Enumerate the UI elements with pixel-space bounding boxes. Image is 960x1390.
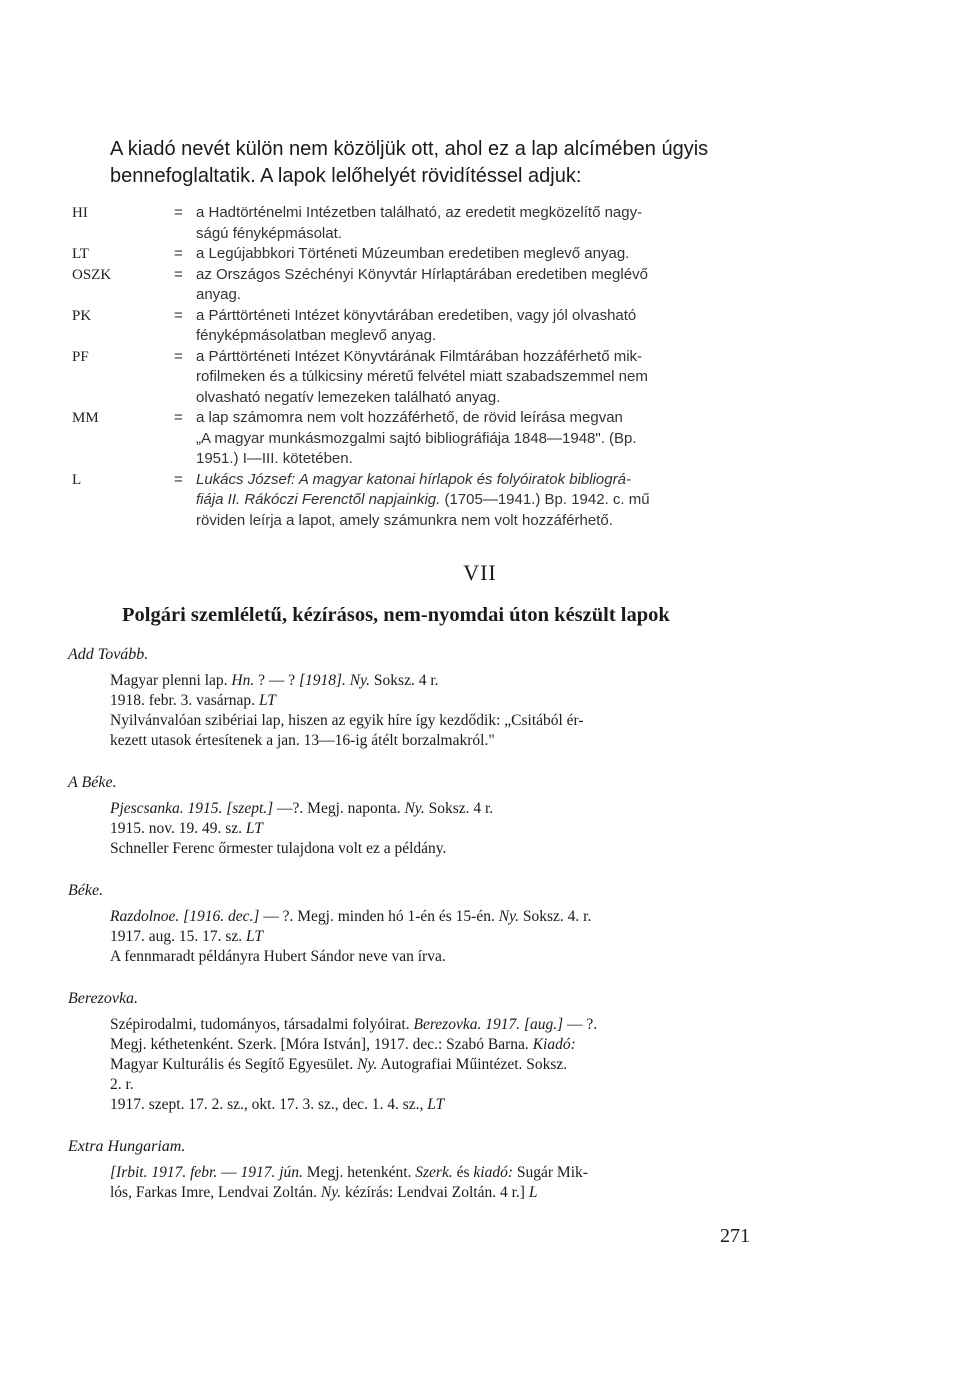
abbreviation-row — [72, 470, 792, 532]
abbreviation-definition: a Párttörténeti Intézet Könyvtárának Filmtárában hozzáférhető mik- rofilmeken és a túlkicsiny méretű felvétel miatt szabadszemmel nem olvasható negatív lemezeken található anyag. — [196, 347, 648, 406]
equals-sign: = — [174, 265, 183, 283]
entry-line: [Irbit. 1917. febr. — 1917. jún. Megj. hetenként. Szerk. és kiadó: Sugár Mik- — [110, 1164, 588, 1181]
entry-line: Megj. kéthetenként. Szerk. [Móra István], 1917. dec.: Szabó Barna. Kiadó: — [110, 1036, 576, 1053]
entry-title: Extra Hungariam. — [68, 1138, 186, 1155]
entry-body — [110, 1163, 788, 1203]
abbreviation-definition: Lukács József: A magyar katonai hírlapok és folyóiratok bibliográ- fiája II. Rákóczi Ferenctől napjainkig. (1705—1941.) Bp. 1942. c. mű röviden leírja a lapot, amely számunkra nem volt hozzáférhető. — [196, 470, 650, 529]
section-title: Polgári szemléletű, kézírásos, nem-nyomdai úton készült lapok — [122, 604, 670, 626]
entry-body — [110, 1015, 788, 1115]
entry-line: Razdolnoe. [1916. dec.] — ?. Megj. minden hó 1-én és 15-én. Ny. Soksz. 4. r. — [110, 908, 592, 925]
catalog-entry — [68, 881, 788, 967]
entry-title: Béke. — [68, 882, 104, 899]
abbreviation-row — [72, 347, 792, 409]
page-number: 271 — [720, 1225, 750, 1247]
abbreviation-row — [72, 203, 792, 244]
equals-sign: = — [174, 245, 183, 262]
entry-body — [110, 799, 788, 859]
equals-sign: = — [174, 347, 183, 365]
entry-line: kezett utasok értesítenek a jan. 13—16-ig átélt borzalmakról." — [110, 732, 495, 749]
abbreviation-definition: a Hadtörténelmi Intézetben található, az eredetit megközelítő nagy- ságú fényképmásolat. — [196, 204, 643, 242]
abbreviation-row — [72, 265, 792, 306]
catalog-entry — [68, 989, 788, 1115]
abbreviation-key: L — [72, 471, 82, 488]
abbreviation-definition: az Országos Széchényi Könyvtár Hírlaptárában eredetiben meglévő anyag. — [196, 265, 648, 303]
entry-line: A fennmaradt példányra Hubert Sándor neve van írva. — [110, 948, 446, 965]
abbreviation-key: PF — [72, 348, 89, 365]
entry-line: 2. r. — [110, 1076, 134, 1093]
abbreviation-definition: a Legújabbkori Történeti Múzeumban eredetiben meglevő anyag. — [196, 245, 630, 262]
intro-paragraph — [110, 136, 790, 190]
equals-sign: = — [174, 306, 183, 324]
entry-line: Pjescsanka. 1915. [szept.] —?. Megj. naponta. Ny. Soksz. 4 r. — [110, 800, 494, 817]
catalog-entry — [68, 1137, 788, 1203]
abbreviation-key: MM — [72, 410, 99, 426]
entry-title: Add Tovább. — [68, 646, 149, 663]
abbreviation-row — [72, 244, 792, 265]
entry-line: Nyilvánvalóan szibériai lap, hiszen az egyik híre így kezdődik: „Csitából ér- — [110, 712, 584, 729]
abbreviation-definition: a Párttörténeti Intézet könyvtárában eredetiben, vagy jól olvasható fényképmásolatban meglevő anyag. — [196, 306, 637, 344]
entry-body — [110, 907, 788, 967]
intro-line: A kiadó nevét külön nem közöljük ott, ahol ez a lap alcímében úgyis — [110, 138, 709, 160]
entry-line: Magyar Kulturális és Segítő Egyesület. Ny. Autografiai Műintézet. Soksz. — [110, 1056, 568, 1073]
section-number: VII — [463, 560, 497, 585]
abbreviation-definition: a lap számomra nem volt hozzáférhető, de rövid leírása megvan „A magyar munkásmozgalmi sajtó bibliográfiája 1848—1948". (Bp. 1951.) I—III. kötetében. — [196, 409, 637, 467]
entry-line: Schneller Ferenc őrmester tulajdona volt ez a példány. — [110, 840, 447, 857]
abbreviation-row — [72, 408, 792, 470]
equals-sign: = — [174, 204, 183, 221]
abbreviation-key: PK — [72, 307, 92, 324]
intro-line: bennefoglaltatik. A lapok lelőhelyét rövidítéssel adjuk: — [110, 165, 582, 187]
entry-body — [110, 671, 788, 751]
entry-line: 1915. nov. 19. 49. sz. LT — [110, 820, 263, 837]
equals-sign: = — [174, 409, 183, 426]
catalog-entry — [68, 773, 788, 859]
abbreviation-key: HI — [72, 205, 88, 221]
catalog-entry — [68, 645, 788, 751]
entry-line: 1917. szept. 17. 2. sz., okt. 17. 3. sz., dec. 1. 4. sz., LT — [110, 1096, 445, 1113]
abbreviation-key: OSZK — [72, 266, 112, 283]
entry-line: Szépirodalmi, tudományos, társadalmi folyóirat. Berezovka. 1917. [aug.] — ?. — [110, 1016, 598, 1033]
entry-line: lós, Farkas Imre, Lendvai Zoltán. Ny. kézírás: Lendvai Zoltán. 4 r.] L — [110, 1184, 538, 1201]
abbreviation-row — [72, 306, 792, 347]
entry-line: 1918. febr. 3. vasárnap. LT — [110, 692, 276, 709]
entries-list — [68, 645, 788, 1203]
entry-line: 1917. aug. 15. 17. sz. LT — [110, 928, 263, 945]
abbreviation-list — [72, 203, 792, 531]
abbreviation-key: LT — [72, 246, 89, 262]
entry-title: A Béke. — [68, 774, 117, 791]
entry-title: Berezovka. — [68, 990, 139, 1007]
equals-sign: = — [174, 470, 183, 488]
entry-line: Magyar plenni lap. Hn. ? — ? [1918]. Ny. Soksz. 4 r. — [110, 672, 439, 689]
